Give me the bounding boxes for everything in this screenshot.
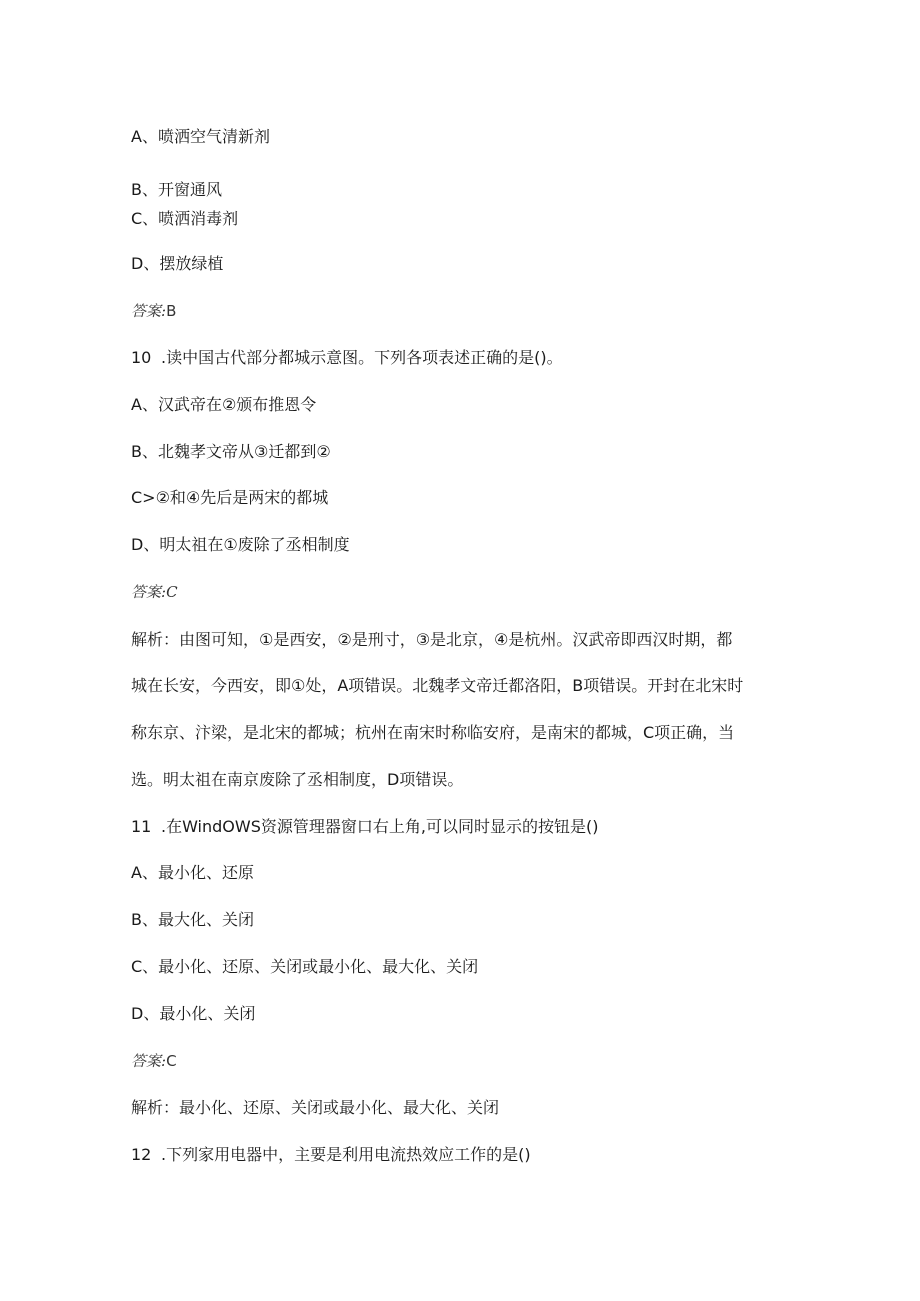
answer-label: 答案: bbox=[131, 1052, 167, 1070]
q10-analysis-line-2: 城在长安，今西安，即①处，A项错误。北魏孝文帝迁都洛阳，B项错误。开封在北宋时 bbox=[131, 676, 744, 695]
q11-option-d: D、最小化、关闭 bbox=[131, 1004, 256, 1023]
answer-label: 答案: bbox=[131, 302, 167, 320]
question-number: 12 bbox=[131, 1145, 152, 1164]
q9-option-b: B、开窗通风 bbox=[131, 180, 222, 199]
q9-option-d: D、摆放绿植 bbox=[131, 254, 224, 273]
question-text: .下列家用电器中，主要是利用电流热效应工作的是() bbox=[161, 1145, 531, 1164]
answer-label: 答案: bbox=[131, 583, 167, 601]
answer-value: C bbox=[166, 1052, 177, 1070]
q10-option-a: A、汉武帝在②颁布推恩令 bbox=[131, 395, 317, 414]
q11-option-b: B、最大化、关闭 bbox=[131, 910, 254, 929]
question-number: 10 bbox=[131, 348, 152, 367]
answer-value: B bbox=[166, 302, 177, 320]
question-number: 11 bbox=[131, 817, 152, 836]
q12-stem bbox=[131, 1145, 531, 1165]
q11-answer bbox=[131, 1051, 177, 1071]
q11-stem bbox=[131, 817, 598, 837]
q9-answer bbox=[131, 301, 176, 321]
q10-option-c: C>②和④先后是两宋的都城 bbox=[131, 488, 329, 507]
q11-option-a: A、最小化、还原 bbox=[131, 863, 254, 882]
q10-option-b: B、北魏孝文帝从③迁都到② bbox=[131, 442, 331, 461]
q10-answer bbox=[131, 582, 178, 602]
q10-analysis-line-1: 解析：由图可知，①是西安，②是刑寸，③是北京，④是杭州。汉武帝即西汉时期，都 bbox=[131, 630, 733, 649]
answer-value: C bbox=[166, 583, 178, 601]
q11-option-c: C、最小化、还原、关闭或最小化、最大化、关闭 bbox=[131, 957, 479, 976]
q10-analysis-line-3: 称东京、汴梁，是北宋的都城；杭州在南宋时称临安府，是南宋的都城，C项正确，当 bbox=[131, 723, 735, 742]
question-text: .在WindOWS资源管理器窗口右上角,可以同时显示的按钮是() bbox=[161, 817, 599, 836]
q10-option-d: D、明太祖在①废除了丞相制度 bbox=[131, 535, 350, 554]
q11-analysis: 解析：最小化、还原、关闭或最小化、最大化、关闭 bbox=[131, 1098, 500, 1117]
q9-option-c: C、喷洒消毒剂 bbox=[131, 209, 239, 228]
q10-stem bbox=[131, 348, 563, 368]
question-text: .读中国古代部分都城示意图。下列各项表述正确的是()。 bbox=[161, 348, 563, 367]
q9-option-a: A、喷洒空气清新剂 bbox=[131, 127, 270, 146]
q10-analysis-line-4: 选。明太祖在南京废除了丞相制度，D项错误。 bbox=[131, 770, 464, 789]
